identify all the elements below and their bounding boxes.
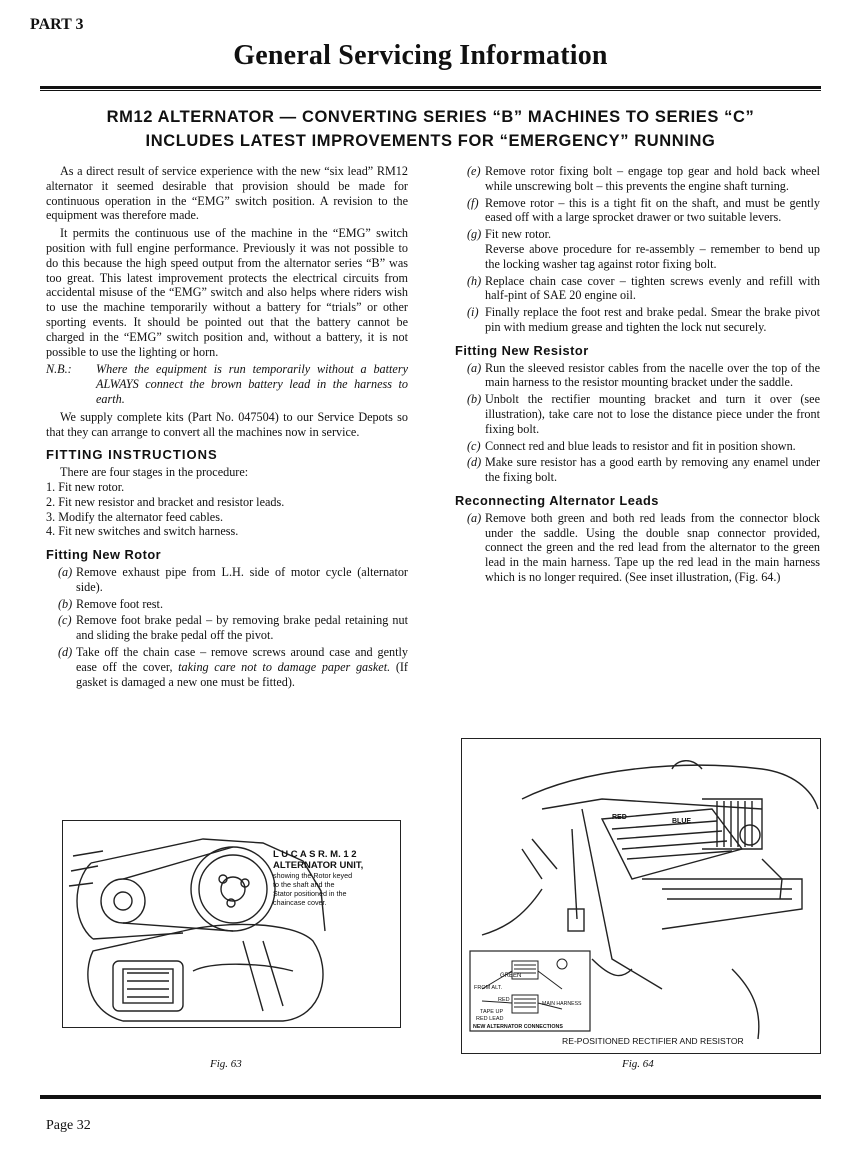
rotor-step: [46, 597, 408, 612]
rotor-step: [455, 305, 820, 335]
step-text: Connect red and blue leads to resistor and fit in position shown.: [485, 438, 796, 453]
fig64-red2-label: RED: [498, 997, 510, 1003]
left-column: [46, 164, 408, 689]
step-label: (d): [467, 455, 482, 470]
rotor-step: [46, 613, 408, 643]
page-number: Page 32: [46, 1118, 91, 1133]
rotor-step: [455, 227, 820, 242]
step-text-plain: Take off the chain case – remove screws around case and gently ease off the cover,: [76, 644, 408, 674]
fig63-label-line: Stator positioned in the: [273, 889, 347, 898]
step-label: [455, 242, 485, 272]
step-text: Run the sleeved resistor cables from the nacelle over the top of the main harness to the resistor mounting bracket under the saddle.: [485, 360, 820, 390]
step-text-italic: taking care not to damage paper gasket.: [178, 659, 391, 674]
step-text: Reverse above procedure for re-assembly – remember to bend up the locking washer tag against rotor fixing bolt.: [485, 241, 820, 271]
step-text: Remove foot brake pedal – by removing brake pedal retaining nut and sliding the brake pedal off the pivot.: [76, 613, 408, 643]
step-label: (f): [467, 195, 479, 210]
step-label: (g): [467, 227, 482, 242]
step-label: (a): [58, 564, 73, 579]
fig64-blue-label: BLUE: [672, 818, 692, 825]
intro-paragraph-1: As a direct result of service experience with the new “six lead” RM12 alternator it seemed desirable that provision should be made for continuous operation in the “EMG” switch position. A revision to the equipment was therefore made.: [46, 164, 408, 223]
fig64-main-harness-label: MAIN HARNESS: [542, 1001, 582, 1007]
top-rule-thin: [40, 90, 821, 91]
fig63-label-line: to the shaft and the: [273, 880, 335, 889]
resistor-step: [455, 392, 820, 436]
step-text: Remove both green and both red leads from the connector block under the saddle. Using the double snap connector provided, connect the green and the red lead from the alternator to the green lead in the main harness. Tape up the red lead in the main harness which is no longer required. (See inset illustration, (Fig. 64.): [485, 510, 820, 584]
resistor-step: [455, 439, 820, 454]
stage-item: 4. Fit new switches and switch harness.: [46, 524, 239, 539]
rotor-step: [455, 196, 820, 226]
step-label: (b): [467, 392, 482, 407]
stage-item: 2. Fit new resistor and bracket and resistor leads.: [46, 494, 285, 509]
resistor-step: [455, 455, 820, 485]
step-text: Remove rotor – this is a tight fit on the shaft, and must be gently eased off with a large sprocket drawer or two suitable levers.: [485, 195, 820, 225]
fig64-inset-title: NEW ALTERNATOR CONNECTIONS: [473, 1024, 563, 1030]
step-text: Fit new rotor.: [485, 227, 552, 242]
fitting-instructions-heading: FITTING INSTRUCTIONS: [46, 447, 218, 463]
nb-text: Where the equipment is run temporarily without a battery ALWAYS connect the brown battery lead in the harness to earth.: [96, 362, 408, 406]
bottom-rule: [40, 1095, 821, 1099]
resistor-step: [455, 361, 820, 391]
step-label: (c): [467, 438, 481, 453]
step-label: (i): [467, 305, 479, 320]
step-label: (a): [467, 360, 482, 375]
step-text-tail: (If gasket is damaged a new one must be fitted).: [76, 659, 408, 689]
fig63-label-line: showing the Rotor keyed: [273, 871, 353, 880]
figure-63-alternator: [62, 820, 401, 1028]
fig64-bottom-label: RE-POSITIONED RECTIFIER AND RESISTOR: [562, 1036, 744, 1046]
reconnect-step: [455, 511, 820, 585]
part-label: PART 3: [30, 16, 84, 33]
step-label: (b): [58, 596, 73, 611]
step-label: (c): [58, 613, 72, 628]
alternator-illustration: [63, 821, 400, 1027]
figure-64-caption: Fig. 64: [622, 1058, 654, 1070]
rotor-step: [455, 242, 820, 272]
fig64-red-lead-label: RED LEAD: [476, 1016, 504, 1022]
intro-paragraph-2: It permits the continuous use of the machine in the “EMG” switch position with full engine performance. Previously it was not possible to do this because the high speed output from the alternator series “B” was too great. This latest improvement protects the electrical circuits from accidental misuse of the “EMG” switch and also helps where riders wish to use the machine temporarily without a battery for “trials” or other sporting events. It should be pointed out that the battery cannot be charged in the “EMG” switch position and, without a battery, it is not possible to use the lighting or horn.: [46, 226, 408, 359]
step-text: Remove foot rest.: [76, 596, 163, 611]
step-text: Unbolt the rectifier mounting bracket and turn it over (see illustration), take care not to lose the distance piece under the front fixing bolt.: [485, 392, 820, 436]
fitting-instructions-intro: There are four stages in the procedure:: [60, 465, 249, 480]
fig63-label-line1: L U C A S R. M. 1 2: [273, 849, 357, 860]
rotor-step: [46, 645, 408, 689]
section-heading-line1: RM12 ALTERNATOR — CONVERTING SERIES “B” MACHINES TO SERIES “C”: [106, 108, 755, 126]
rotor-step: [455, 164, 820, 194]
fitting-resistor-heading: Fitting New Resistor: [455, 342, 589, 358]
rectifier-illustration: [462, 739, 820, 1053]
fig64-tape-up-label: TAPE UP: [480, 1009, 504, 1015]
top-rule: [40, 86, 821, 89]
fig64-green-label: GREEN: [500, 973, 522, 979]
stage-item: 1. Fit new rotor.: [46, 479, 125, 494]
nb-label: N.B.:: [46, 362, 72, 377]
right-column: [455, 164, 820, 585]
step-text: Finally replace the foot rest and brake pedal. Smear the brake pivot pin with medium grease and tighten the lock nut securely.: [485, 305, 820, 334]
fig63-label-line: chaincase cover.: [273, 898, 327, 907]
figure-63-caption: Fig. 63: [210, 1058, 242, 1070]
reconnecting-heading: Reconnecting Alternator Leads: [455, 492, 659, 508]
intro-paragraph-3: We supply complete kits (Part No. 047504) to our Service Depots so that they can arrange to convert all the machines now in service.: [46, 409, 408, 439]
step-text: Remove exhaust pipe from L.H. side of motor cycle (alternator side).: [76, 564, 408, 594]
step-text: Replace chain case cover – tighten screws evenly and refill with half-pint of SAE 20 engine oil.: [485, 273, 820, 303]
rotor-step: [455, 274, 820, 304]
rotor-step: [46, 565, 408, 595]
step-text: Make sure resistor has a good earth by removing any enamel under the fixing bolt.: [485, 455, 820, 485]
fig64-from-alt-label: FROM ALT.: [474, 985, 503, 991]
page-title: General Servicing Information: [233, 40, 608, 71]
step-label: (h): [467, 273, 482, 288]
fig64-red-label: RED: [612, 814, 627, 821]
fitting-rotor-heading: Fitting New Rotor: [46, 547, 162, 563]
step-label: (d): [58, 644, 73, 659]
stage-item: 3. Modify the alternator feed cables.: [46, 509, 223, 524]
figure-64-rectifier: [461, 738, 821, 1054]
nb-note: [46, 362, 408, 406]
fig63-label-line2: ALTERNATOR UNIT,: [273, 860, 364, 871]
step-label: (e): [467, 164, 481, 178]
section-heading-line2: INCLUDES LATEST IMPROVEMENTS FOR “EMERGENCY” RUNNING: [145, 132, 716, 150]
step-text: Remove rotor fixing bolt – engage top gear and hold back wheel while unscrewing bolt – this prevents the engine shaft turning.: [485, 164, 820, 193]
step-text: [76, 645, 408, 689]
step-label: (a): [467, 510, 482, 525]
